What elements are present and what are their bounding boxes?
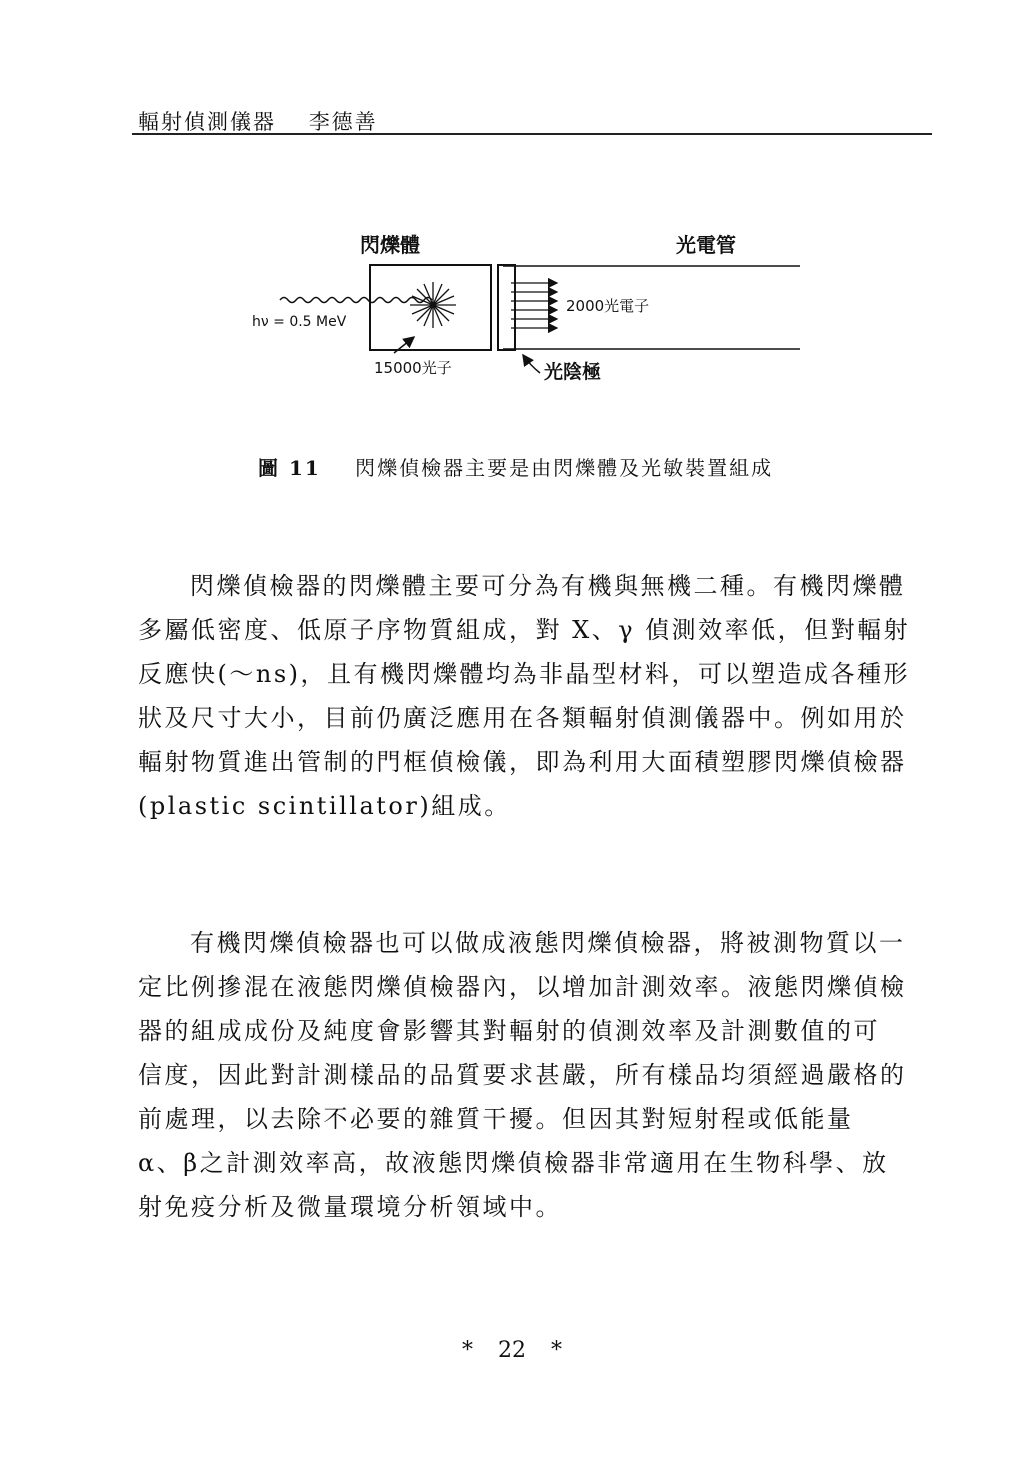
header-author: 李德善 bbox=[308, 110, 378, 134]
figure-number: 圖 11 bbox=[258, 456, 321, 480]
paragraph-line: α、β之計測效率高，故液態閃爍偵檢器非常適用在生物科學、放 bbox=[138, 1149, 889, 1177]
paragraph-line: 反應快(～ns)，且有機閃爍體均為非晶型材料，可以塑造成各種形 bbox=[138, 660, 910, 688]
paragraph-line: 前處理，以去除不必要的雜質干擾。但因其對短射程或低能量 bbox=[138, 1105, 854, 1133]
photoelectron-arrows bbox=[511, 283, 557, 328]
paragraph-line: 閃爍偵檢器的閃爍體主要可分為有機與無機二種。有機閃爍體 bbox=[190, 572, 906, 600]
paragraph-line: 有機閃爍偵檢器也可以做成液態閃爍偵檢器，將被測物質以一 bbox=[190, 929, 906, 957]
scintillation-burst-icon bbox=[410, 282, 456, 328]
page-number: * 22 * bbox=[462, 1338, 562, 1363]
photocathode-label: 光陰極 bbox=[544, 361, 602, 383]
paragraph-line: 定比例摻混在液態閃爍偵檢器內，以增加計測效率。液態閃爍偵檢 bbox=[138, 973, 907, 1001]
photon-energy-label: hν = 0.5 MeV bbox=[252, 314, 347, 330]
incoming-photon-wave bbox=[280, 298, 432, 303]
photocathode-pointer-arrow bbox=[523, 355, 540, 373]
paragraph-line: 狀及尺寸大小，目前仍廣泛應用在各類輻射偵測儀器中。例如用於 bbox=[138, 704, 907, 732]
figure-caption-text: 閃爍偵檢器主要是由閃爍體及光敏裝置組成 bbox=[355, 456, 774, 480]
running-header bbox=[138, 106, 378, 136]
paragraph-line: 射免疫分析及微量環境分析領域中。 bbox=[138, 1193, 562, 1221]
header-title: 輻射偵測儀器 bbox=[138, 110, 276, 134]
photoelectrons-label: 2000光電子 bbox=[566, 297, 650, 315]
figure-diagram bbox=[230, 225, 810, 395]
paragraph-liquid-scintillators bbox=[138, 921, 928, 1229]
figure-caption bbox=[258, 452, 773, 481]
paragraph-organic-scintillators bbox=[138, 564, 928, 828]
scintillation-detector-figure bbox=[230, 225, 810, 395]
paragraph-line: 信度，因此對計測樣品的品質要求甚嚴，所有樣品均須經過嚴格的 bbox=[138, 1061, 907, 1089]
photons-label: 15000光子 bbox=[374, 359, 452, 377]
pmt-label: 光電管 bbox=[676, 233, 736, 257]
header-rule bbox=[132, 133, 932, 135]
paragraph-line: 器的組成成份及純度會影響其對輻射的偵測效率及計測數值的可 bbox=[138, 1017, 880, 1045]
photocathode-box bbox=[498, 265, 515, 350]
paragraph-line: 多屬低密度、低原子序物質組成，對 X、γ 偵測效率低，但對輻射 bbox=[138, 616, 911, 644]
paragraph-line: (plastic scintillator)組成。 bbox=[138, 792, 511, 820]
paragraph-line: 輻射物質進出管制的門框偵檢儀，即為利用大面積塑膠閃爍偵檢器 bbox=[138, 748, 907, 776]
scintillator-label: 閃爍體 bbox=[360, 233, 420, 257]
